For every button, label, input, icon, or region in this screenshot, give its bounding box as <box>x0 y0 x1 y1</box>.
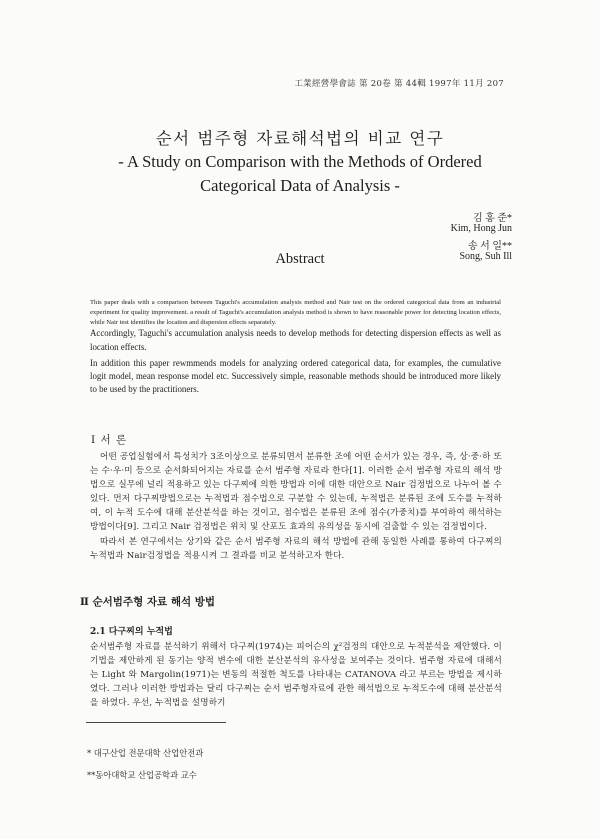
section1-paragraph-2: 따라서 본 연구에서는 상기와 같은 순서 범주형 자료의 해석 방법에 관해 동일한 사례를 통하여 다구찌의 누적법과 Nair검정법을 적용시켜 그 결과를 비교 분석하고자 한다. <box>90 536 502 561</box>
section2-1-heading: 2.1 다구찌의 누적법 <box>90 627 173 637</box>
section1-body <box>90 450 502 563</box>
title-english-line2: Categorical Data of Analysis - <box>200 176 400 195</box>
journal-header: 工業經營學會誌 第 20卷 第 44輯 1997年 11月 207 <box>294 79 504 89</box>
section2-body <box>90 640 502 710</box>
abstract-body <box>90 298 501 396</box>
abstract-paragraph-3: In addition this paper rewmmends models for analyzing ordered categorical data, for examples, the cumulative logit model, mean response model etc. Successively simple, reasonable methods should be introduced more likely to be used by the practitioners. <box>90 357 501 395</box>
abstract-paragraph-1: This paper deals with a comparison between Taguchi's accumulation analysis method and Nair test on the ordered categorical data from an industrial experiment for quality improvement. a result of Taguchi's accumulation analysis method is shown to have reasonable power for detecting location effects, while Nair test identifies the location and dispersion effects separately. <box>90 299 501 326</box>
footnote-2: **동아대학교 산업공학과 교수 <box>87 770 197 780</box>
author2-english: Song, Suh Ill <box>459 251 512 262</box>
title-korean: 순서 범주형 자료해석법의 비교 연구 <box>155 129 445 148</box>
author1-korean: 김 홍 준* <box>473 213 512 224</box>
abstract-heading: Abstract <box>275 251 325 267</box>
footnote-rule <box>86 722 226 723</box>
title-english-line1: - A Study on Comparison with the Methods of Ordered <box>118 152 482 171</box>
author2-korean: 송 서 일** <box>468 241 512 252</box>
section1-heading: Ⅰ 서 론 <box>91 434 128 446</box>
footnote-1: * 대구산업 전문대학 산업안전과 <box>87 748 204 758</box>
section2-heading: Ⅱ 순서범주형 자료 해석 방법 <box>80 596 216 608</box>
author1-english: Kim, Hong Jun <box>450 223 512 234</box>
section1-paragraph-1: 어떤 공업실험에서 특성치가 3조이상으로 분류되면서 분류한 조에 어떤 순서가 있는 경우, 즉, 상·중·하 또는 수·우·미 등으로 순서화되어지는 자료를 순서 범주형 자료라 한다[1]. 이러한 순서 범주형 자료의 해석 방법으로 실무에 널리 적용하고 있는 다구찌에 의한 방법과 이에 대한 대안으로 Nair 검정법으로 나누어 볼 수 있다. 먼저 다구찌방법으로는 누적법과 점수법으로 구분할 수 있는데, 누적법은 분류된 조에 도수를 누적하여, 이 누적 도수에 대해 분산분석을 하는 것이고, 점수법은 분류된 조에 점수(가중치)를 부여하여 해석하는 방법이다[9]. 그리고 Nair 검정법은 위치 및 산포도 효과의 유의성을 동시에 검출할 수 있는 검정법이다. <box>90 452 502 533</box>
abstract-paragraph-2: Accordingly, Taguchi's accumulation analysis needs to develop methods for detecting dispersion effects as well as location effects. <box>90 328 501 352</box>
section2-paragraph-1: 순서범주형 자료를 분석하기 위해서 다구찌(1974)는 피어슨의 χ²검정의 대안으로 누적분석을 제안했다. 이 기법을 제안하게 된 동기는 양적 변수에 대한 분산분석의 유사성을 보여주는 것이다. 범주형 자료에 대해서는 Light 와 Margolin(1971)는 변동의 적절한 척도를 나타내는 CATANOVA 라고 부르는 방법을 제시하였다. 그러나 이러한 방법과는 달리 다구찌는 순서 범주형자료에 관한 해석법으로 누적도수에 대해 분산분석을 하였다. 우선, 누적법을 설명하기 <box>90 642 502 709</box>
